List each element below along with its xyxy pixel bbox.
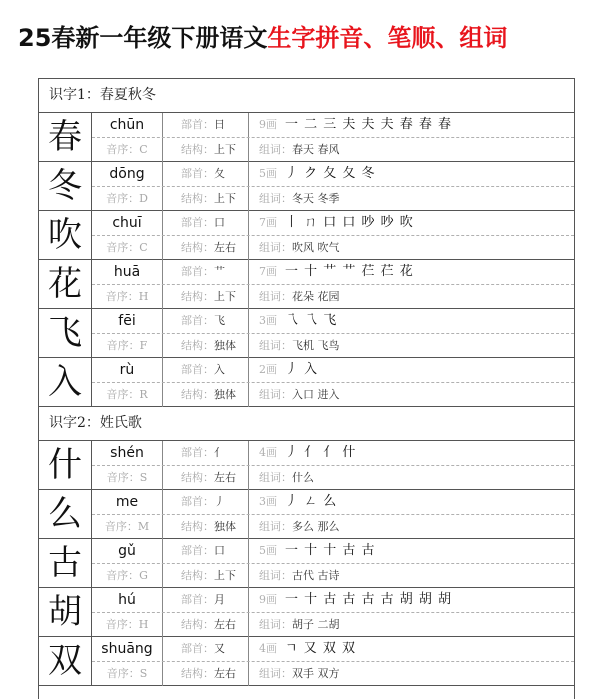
words-value: 多么 那么 — [292, 520, 340, 533]
stroke-count: 3画 — [259, 314, 277, 327]
character-details — [91, 588, 574, 636]
stroke-sequence: 乁 乁 飞 — [285, 313, 338, 328]
order-value: C — [139, 143, 148, 156]
detail-row-top — [92, 162, 574, 187]
words-label: 组词： — [259, 618, 292, 631]
stroke-sequence: 丿 ク 夂 夂 冬 — [285, 166, 376, 181]
pinyin: gǔ — [118, 543, 136, 559]
words-value: 双手 双方 — [292, 667, 340, 680]
words-label: 组词： — [259, 667, 292, 680]
character-details — [91, 490, 574, 538]
structure-value: 左右 — [214, 241, 236, 254]
pinyin-cell — [92, 309, 162, 333]
order-cell — [92, 138, 162, 162]
words-value: 入口 进入 — [292, 388, 340, 401]
character-glyph: 冬 — [48, 166, 82, 206]
stroke-order-cell — [248, 162, 574, 186]
character-entry — [39, 113, 574, 162]
stroke-sequence: 一 十 十 古 古 — [285, 543, 376, 558]
pinyin-cell — [92, 637, 162, 661]
words-label: 组词： — [259, 569, 292, 582]
stroke-sequence: 一 二 三 夫 夫 夫 春 春 春 — [285, 117, 453, 132]
pinyin-cell — [92, 588, 162, 612]
radical-cell — [162, 113, 248, 137]
structure-value: 独体 — [214, 388, 236, 401]
words-cell — [248, 613, 574, 637]
words-cell — [248, 662, 574, 686]
structure-label: 结构： — [181, 290, 214, 303]
stroke-sequence: 丿 ㄥ 么 — [285, 494, 338, 509]
stroke-order-cell — [248, 441, 574, 465]
radical-label: 部首： — [181, 544, 214, 557]
structure-cell — [162, 466, 248, 490]
stroke-count: 7画 — [259, 216, 277, 229]
structure-label: 结构： — [181, 192, 214, 205]
character-details — [91, 309, 574, 357]
stroke-order-cell — [248, 211, 574, 235]
pinyin: shén — [110, 445, 144, 461]
words-cell — [248, 285, 574, 309]
character-entry — [39, 490, 574, 539]
words-value: 冬天 冬季 — [292, 192, 340, 205]
structure-cell — [162, 285, 248, 309]
radical-cell — [162, 490, 248, 514]
order-value: S — [139, 471, 148, 484]
structure-value: 上下 — [214, 569, 236, 582]
character-details — [91, 637, 574, 685]
character-entry — [39, 588, 574, 637]
structure-cell — [162, 515, 248, 539]
stroke-count: 9画 — [259, 593, 277, 606]
words-label: 组词： — [259, 241, 292, 254]
stroke-order-cell — [248, 113, 574, 137]
character-entry — [39, 637, 574, 686]
character-glyph: 花 — [48, 264, 82, 304]
pinyin-cell — [92, 211, 162, 235]
character-glyph: 入 — [48, 362, 82, 402]
stroke-order-cell — [248, 358, 574, 382]
radical-label: 部首： — [181, 642, 214, 655]
order-value: F — [139, 339, 148, 352]
order-label: 音序： — [106, 192, 140, 205]
character-entry — [39, 260, 574, 309]
character-details — [91, 113, 574, 161]
detail-row-top — [92, 588, 574, 613]
pinyin-cell — [92, 441, 162, 465]
words-label: 组词： — [259, 290, 292, 303]
order-label: 音序： — [106, 339, 140, 352]
character-details — [91, 441, 574, 489]
title-red: 生字拼音、笔顺、组词 — [267, 24, 508, 52]
detail-row-bottom — [92, 613, 574, 637]
radical-value: 丿 — [214, 495, 225, 508]
order-label: 音序： — [105, 618, 139, 631]
pinyin: me — [115, 494, 139, 510]
words-label: 组词： — [259, 471, 292, 484]
order-label: 音序： — [106, 471, 140, 484]
structure-value: 独体 — [214, 339, 236, 352]
radical-value: 亻 — [214, 446, 225, 459]
words-value: 飞机 飞鸟 — [292, 339, 340, 352]
character-details — [91, 539, 574, 587]
radical-value: 艹 — [214, 265, 225, 278]
structure-label: 结构： — [181, 241, 214, 254]
radical-label: 部首： — [181, 314, 214, 327]
structure-label: 结构： — [181, 618, 214, 631]
character-glyph: 春 — [48, 117, 82, 157]
detail-row-bottom — [92, 187, 574, 211]
words-cell — [248, 466, 574, 490]
detail-row-top — [92, 441, 574, 466]
character-details — [91, 358, 574, 406]
detail-row-bottom — [92, 285, 574, 309]
stroke-count: 7画 — [259, 265, 277, 278]
detail-row-bottom — [92, 236, 574, 260]
order-value: R — [139, 388, 148, 401]
radical-cell — [162, 441, 248, 465]
structure-cell — [162, 662, 248, 686]
detail-row-top — [92, 113, 574, 138]
stroke-count: 5画 — [259, 167, 277, 180]
character-sheet — [38, 78, 575, 699]
order-label: 音序： — [106, 569, 140, 582]
stroke-order-cell — [248, 490, 574, 514]
structure-label: 结构： — [181, 143, 214, 156]
order-value: G — [139, 569, 148, 582]
character-glyph: 胡 — [48, 592, 82, 632]
character-glyph: 什 — [48, 445, 82, 485]
radical-value: 日 — [214, 118, 225, 131]
structure-label: 结构： — [181, 339, 214, 352]
radical-value: 口 — [214, 544, 225, 557]
order-cell — [92, 466, 162, 490]
stroke-sequence: 一 十 艹 艹 芢 芢 花 — [285, 264, 414, 279]
pinyin-cell — [92, 113, 162, 137]
order-label: 音序： — [106, 241, 140, 254]
structure-cell — [162, 138, 248, 162]
structure-label: 结构： — [181, 569, 214, 582]
radical-cell — [162, 260, 248, 284]
character-entry — [39, 539, 574, 588]
structure-value: 上下 — [214, 143, 236, 156]
detail-row-bottom — [92, 564, 574, 588]
detail-row-top — [92, 539, 574, 564]
detail-row-bottom — [92, 383, 574, 407]
stroke-sequence: 丿 亻 亻 什 — [285, 445, 357, 460]
stroke-order-cell — [248, 588, 574, 612]
order-value: M — [137, 520, 150, 533]
radical-label: 部首： — [181, 446, 214, 459]
radical-label: 部首： — [181, 118, 214, 131]
detail-row-bottom — [92, 515, 574, 539]
pinyin: chuī — [112, 215, 142, 231]
character-entry — [39, 309, 574, 358]
character-glyph: 飞 — [48, 313, 82, 353]
stroke-order-cell — [248, 539, 574, 563]
radical-label: 部首： — [181, 167, 214, 180]
pinyin-cell — [92, 539, 162, 563]
pinyin: hú — [118, 592, 136, 608]
words-cell — [248, 564, 574, 588]
order-cell — [92, 187, 162, 211]
character-details — [91, 260, 574, 308]
structure-value: 独体 — [214, 520, 236, 533]
radical-cell — [162, 211, 248, 235]
order-value: D — [139, 192, 148, 205]
detail-row-bottom — [92, 662, 574, 686]
order-cell — [92, 285, 162, 309]
structure-value: 左右 — [214, 667, 236, 680]
radical-value: 入 — [214, 363, 225, 376]
pinyin-cell — [92, 260, 162, 284]
words-label: 组词： — [259, 520, 292, 533]
character-glyph: 吹 — [48, 215, 82, 255]
stroke-sequence: 丨 ㄇ 口 口 吵 吵 吹 — [285, 215, 414, 230]
stroke-order-cell — [248, 260, 574, 284]
order-value: H — [138, 290, 149, 303]
order-label: 音序： — [106, 143, 140, 156]
radical-label: 部首： — [181, 265, 214, 278]
character-details — [91, 162, 574, 210]
order-cell — [92, 662, 162, 686]
radical-label: 部首： — [181, 495, 214, 508]
structure-label: 结构： — [181, 520, 214, 533]
character-glyph: 么 — [48, 494, 82, 534]
words-value: 古代 古诗 — [292, 569, 340, 582]
pinyin: huā — [113, 264, 141, 280]
structure-cell — [162, 564, 248, 588]
radical-cell — [162, 588, 248, 612]
stroke-count: 4画 — [259, 642, 277, 655]
pinyin-cell — [92, 490, 162, 514]
structure-value: 上下 — [214, 192, 236, 205]
words-label: 组词： — [259, 192, 292, 205]
words-cell — [248, 138, 574, 162]
words-value: 春天 春风 — [292, 143, 340, 156]
words-value: 花朵 花园 — [292, 290, 340, 303]
structure-label: 结构： — [181, 388, 214, 401]
radical-cell — [162, 539, 248, 563]
section-heading: 识字2：姓氏歌 — [39, 407, 574, 441]
words-value: 吹风 吹气 — [292, 241, 340, 254]
order-cell — [92, 383, 162, 407]
pinyin: chūn — [109, 117, 145, 133]
radical-cell — [162, 637, 248, 661]
stroke-order-cell — [248, 637, 574, 661]
radical-label: 部首： — [181, 593, 214, 606]
stroke-count: 4画 — [259, 446, 277, 459]
order-cell — [92, 515, 162, 539]
radical-label: 部首： — [181, 216, 214, 229]
character-details — [91, 211, 574, 259]
stroke-sequence: 一 十 古 古 古 古 胡 胡 胡 — [285, 592, 453, 607]
order-cell — [92, 334, 162, 358]
section-heading: 识字1：春夏秋冬 — [39, 79, 574, 113]
detail-row-top — [92, 637, 574, 662]
words-value: 什么 — [292, 471, 314, 484]
pinyin: shuāng — [101, 641, 153, 657]
radical-cell — [162, 309, 248, 333]
stroke-count: 3画 — [259, 495, 277, 508]
pinyin-cell — [92, 162, 162, 186]
radical-cell — [162, 358, 248, 382]
order-label: 音序： — [104, 520, 138, 533]
stroke-sequence: 丿 入 — [285, 362, 319, 377]
character-glyph: 古 — [48, 543, 82, 583]
words-cell — [248, 187, 574, 211]
detail-row-top — [92, 309, 574, 334]
structure-label: 结构： — [181, 667, 214, 680]
pinyin: rù — [119, 362, 135, 378]
order-cell — [92, 613, 162, 637]
pinyin-cell — [92, 358, 162, 382]
stroke-sequence: ㄱ 又 双 双 — [285, 641, 356, 656]
order-label: 音序： — [105, 290, 139, 303]
structure-label: 结构： — [181, 471, 214, 484]
character-entry — [39, 211, 574, 260]
structure-value: 左右 — [214, 471, 236, 484]
radical-value: 又 — [214, 642, 225, 655]
character-entry — [39, 358, 574, 407]
words-label: 组词： — [259, 339, 292, 352]
radical-cell — [162, 162, 248, 186]
title-black: 25春新一年级下册语文 — [18, 24, 268, 52]
order-cell — [92, 236, 162, 260]
detail-row-bottom — [92, 334, 574, 358]
stroke-count: 5画 — [259, 544, 277, 557]
words-label: 组词： — [259, 388, 292, 401]
structure-cell — [162, 613, 248, 637]
words-cell — [248, 236, 574, 260]
order-value: S — [139, 667, 148, 680]
order-value: H — [138, 618, 149, 631]
detail-row-top — [92, 490, 574, 515]
order-value: C — [139, 241, 148, 254]
detail-row-bottom — [92, 466, 574, 490]
stroke-count: 9画 — [259, 118, 277, 131]
character-entry — [39, 162, 574, 211]
detail-row-top — [92, 358, 574, 383]
words-cell — [248, 334, 574, 358]
words-cell — [248, 383, 574, 407]
character-entry — [39, 441, 574, 490]
structure-cell — [162, 236, 248, 260]
words-label: 组词： — [259, 143, 292, 156]
structure-value: 左右 — [214, 618, 236, 631]
page-title — [18, 18, 598, 58]
order-label: 音序： — [106, 667, 140, 680]
words-cell — [248, 515, 574, 539]
structure-cell — [162, 383, 248, 407]
radical-value: 月 — [214, 593, 225, 606]
radical-value: 口 — [214, 216, 225, 229]
stroke-order-cell — [248, 309, 574, 333]
structure-cell — [162, 334, 248, 358]
structure-cell — [162, 187, 248, 211]
pinyin: dōng — [109, 166, 145, 182]
stroke-count: 2画 — [259, 363, 277, 376]
pinyin: fēi — [118, 313, 136, 329]
structure-value: 上下 — [214, 290, 236, 303]
words-value: 胡子 二胡 — [292, 618, 340, 631]
radical-value: 夂 — [214, 167, 225, 180]
radical-value: 飞 — [214, 314, 225, 327]
detail-row-top — [92, 260, 574, 285]
radical-label: 部首： — [181, 363, 214, 376]
order-cell — [92, 564, 162, 588]
detail-row-top — [92, 211, 574, 236]
order-label: 音序： — [106, 388, 140, 401]
character-glyph: 双 — [48, 641, 82, 681]
detail-row-bottom — [92, 138, 574, 162]
